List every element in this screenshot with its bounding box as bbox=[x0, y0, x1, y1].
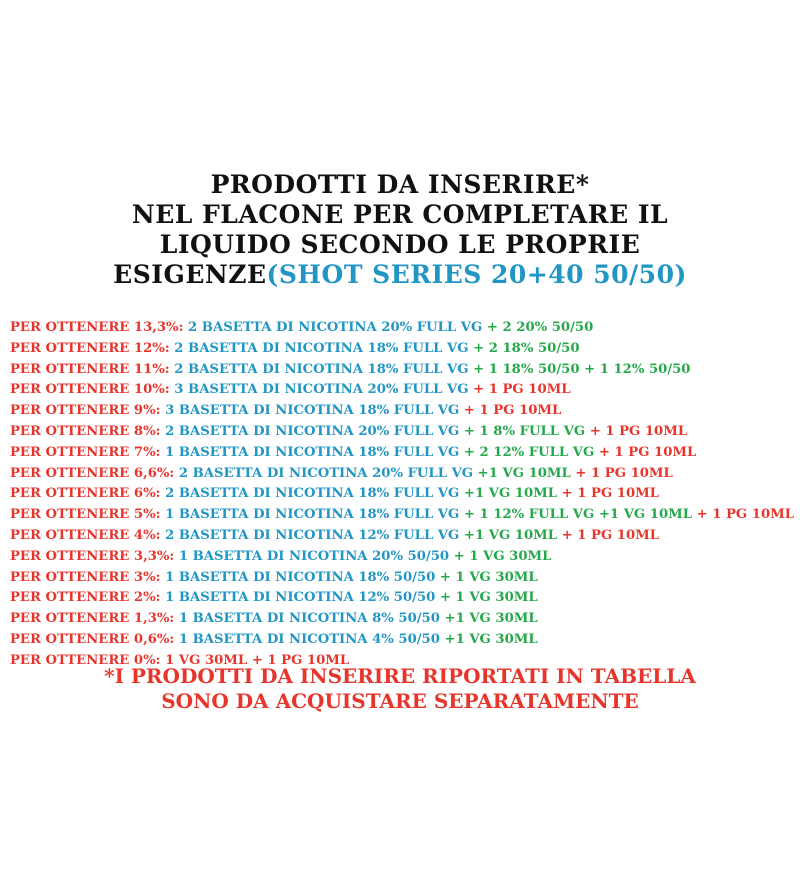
dosage-row bbox=[10, 484, 800, 505]
dosage-row-segment: + 1 18% 50/50 + 1 12% 50/50 bbox=[468, 361, 691, 377]
dosage-row-segment: + 1 VG 30ML bbox=[435, 569, 538, 585]
dosage-row-segment: 1 BASETTA DI NICOTINA 18% FULL VG bbox=[160, 444, 460, 460]
title-line-3: LIQUIDO SECONDO LE PROPRIE bbox=[159, 230, 641, 259]
dosage-row-segment: 1 BASETTA DI NICOTINA 20% 50/50 bbox=[174, 548, 450, 564]
dosage-row-segment: 1 BASETTA DI NICOTINA 18% 50/50 bbox=[160, 569, 436, 585]
footnote-line-1: *I PRODOTTI DA INSERIRE RIPORTATI IN TABELLA bbox=[104, 664, 696, 688]
dosage-row-segment: + 1 12% FULL VG bbox=[459, 507, 595, 523]
dosage-row bbox=[10, 380, 800, 401]
dosage-row-segment: PER OTTENERE 12%: bbox=[10, 340, 170, 356]
dosage-row-segment: PER OTTENERE 7%: bbox=[10, 444, 161, 460]
dosage-row bbox=[10, 630, 800, 651]
dosage-row-segment: 1 BASETTA DI NICOTINA 4% 50/50 bbox=[174, 631, 440, 647]
dosage-row-segment: + 2 20% 50/50 bbox=[482, 320, 594, 335]
dosage-list bbox=[10, 318, 800, 672]
dosage-row bbox=[10, 547, 800, 568]
dosage-row-segment: + 2 12% FULL VG bbox=[459, 444, 595, 460]
page-title bbox=[0, 170, 800, 290]
dosage-row-segment: + 1 PG 10ML bbox=[585, 423, 688, 439]
dosage-row-segment: +1 VG 30ML bbox=[439, 611, 538, 627]
dosage-row-segment: PER OTTENERE 6%: bbox=[10, 486, 161, 502]
dosage-row-segment: PER OTTENERE 5%: bbox=[10, 507, 161, 523]
title-esigenze-word: ESIGENZE bbox=[113, 260, 267, 289]
dosage-row-segment: + 1 PG 10ML bbox=[594, 444, 697, 460]
dosage-row-segment: 1 VG 30ML + 1 PG 10ML bbox=[160, 652, 350, 668]
dosage-row bbox=[10, 568, 800, 589]
dosage-row-segment: PER OTTENERE 13,3%: bbox=[10, 320, 184, 335]
dosage-row-segment: PER OTTENERE 9%: bbox=[10, 403, 161, 419]
dosage-row bbox=[10, 526, 800, 547]
dosage-row-segment: 2 BASETTA DI NICOTINA 18% FULL VG bbox=[160, 486, 460, 502]
dosage-row bbox=[10, 318, 800, 339]
dosage-row bbox=[10, 443, 800, 464]
dosage-row bbox=[10, 339, 800, 360]
dosage-row-segment: 2 BASETTA DI NICOTINA 20% FULL VG bbox=[174, 465, 474, 481]
dosage-row-segment: +1 VG 10ML bbox=[473, 465, 571, 481]
dosage-row-segment: + 1 8% FULL VG bbox=[459, 423, 586, 439]
dosage-row-segment: 2 BASETTA DI NICOTINA 12% FULL VG bbox=[160, 527, 460, 543]
dosage-row-segment: + 1 PG 10ML bbox=[557, 527, 660, 543]
dosage-row bbox=[10, 609, 800, 630]
dosage-row-segment: +1 VG 10ML bbox=[459, 527, 558, 543]
footnote bbox=[0, 664, 800, 714]
dosage-row-segment: PER OTTENERE 3%: bbox=[10, 569, 161, 585]
dosage-row bbox=[10, 588, 800, 609]
dosage-row-segment: PER OTTENERE 6,6%: bbox=[10, 465, 175, 481]
dosage-row-segment: + 2 18% 50/50 bbox=[468, 340, 580, 356]
dosage-row-segment: + 1 VG 30ML bbox=[449, 548, 552, 564]
dosage-row-segment: PER OTTENERE 10%: bbox=[10, 382, 170, 398]
dosage-row-segment: +1 VG 30ML bbox=[439, 631, 538, 647]
dosage-row-segment: + 1 PG 10ML bbox=[459, 403, 562, 419]
dosage-row-segment: +1 VG 10ML bbox=[594, 507, 692, 523]
dosage-row-segment: PER OTTENERE 4%: bbox=[10, 527, 161, 543]
dosage-row bbox=[10, 422, 800, 443]
dosage-row bbox=[10, 464, 800, 485]
dosage-row-segment: 2 BASETTA DI NICOTINA 20% FULL VG bbox=[183, 320, 483, 335]
dosage-row-segment: + 1 VG 30ML bbox=[435, 590, 538, 606]
dosage-row-segment: 3 BASETTA DI NICOTINA 18% FULL VG bbox=[160, 403, 460, 419]
title-line-4 bbox=[0, 260, 800, 290]
title-line-1: PRODOTTI DA INSERIRE* bbox=[210, 170, 590, 199]
dosage-row-segment: 1 BASETTA DI NICOTINA 12% 50/50 bbox=[160, 590, 436, 606]
dosage-row bbox=[10, 360, 800, 381]
dosage-row-segment: PER OTTENERE 3,3%: bbox=[10, 548, 175, 564]
dosage-row-segment: PER OTTENERE 0,6%: bbox=[10, 631, 175, 647]
dosage-row bbox=[10, 505, 800, 526]
dosage-row-segment: PER OTTENERE 1,3%: bbox=[10, 611, 175, 627]
dosage-row-segment: PER OTTENERE 8%: bbox=[10, 423, 161, 439]
dosage-row-segment: 3 BASETTA DI NICOTINA 20% FULL VG bbox=[169, 382, 469, 398]
footnote-line-2: SONO DA ACQUISTARE SEPARATAMENTE bbox=[161, 689, 639, 713]
dosage-row-segment: 2 BASETTA DI NICOTINA 18% FULL VG bbox=[169, 361, 469, 377]
dosage-row-segment: PER OTTENERE 0%: bbox=[10, 652, 161, 668]
dosage-row-segment: + 1 PG 10ML bbox=[557, 486, 660, 502]
dosage-row-segment: 1 BASETTA DI NICOTINA 18% FULL VG bbox=[160, 507, 460, 523]
dosage-row-segment: PER OTTENERE 2%: bbox=[10, 590, 161, 606]
dosage-row-segment: PER OTTENERE 11%: bbox=[10, 361, 170, 377]
dosage-row-segment: + 1 PG 10ML bbox=[570, 465, 673, 481]
dosage-row-segment: 2 BASETTA DI NICOTINA 18% FULL VG bbox=[169, 340, 469, 356]
dosage-row-segment: 2 BASETTA DI NICOTINA 20% FULL VG bbox=[160, 423, 460, 439]
title-shot-series-label: (SHOT SERIES 20+40 50/50) bbox=[266, 260, 687, 289]
dosage-row-segment: + 1 PG 10ML bbox=[692, 507, 794, 523]
dosage-row bbox=[10, 401, 800, 422]
dosage-row-segment: + 1 PG 10ML bbox=[468, 382, 571, 398]
dosage-row-segment: +1 VG 10ML bbox=[459, 486, 558, 502]
title-line-2: NEL FLACONE PER COMPLETARE IL bbox=[131, 200, 669, 229]
dosage-row-segment: 1 BASETTA DI NICOTINA 8% 50/50 bbox=[174, 611, 440, 627]
